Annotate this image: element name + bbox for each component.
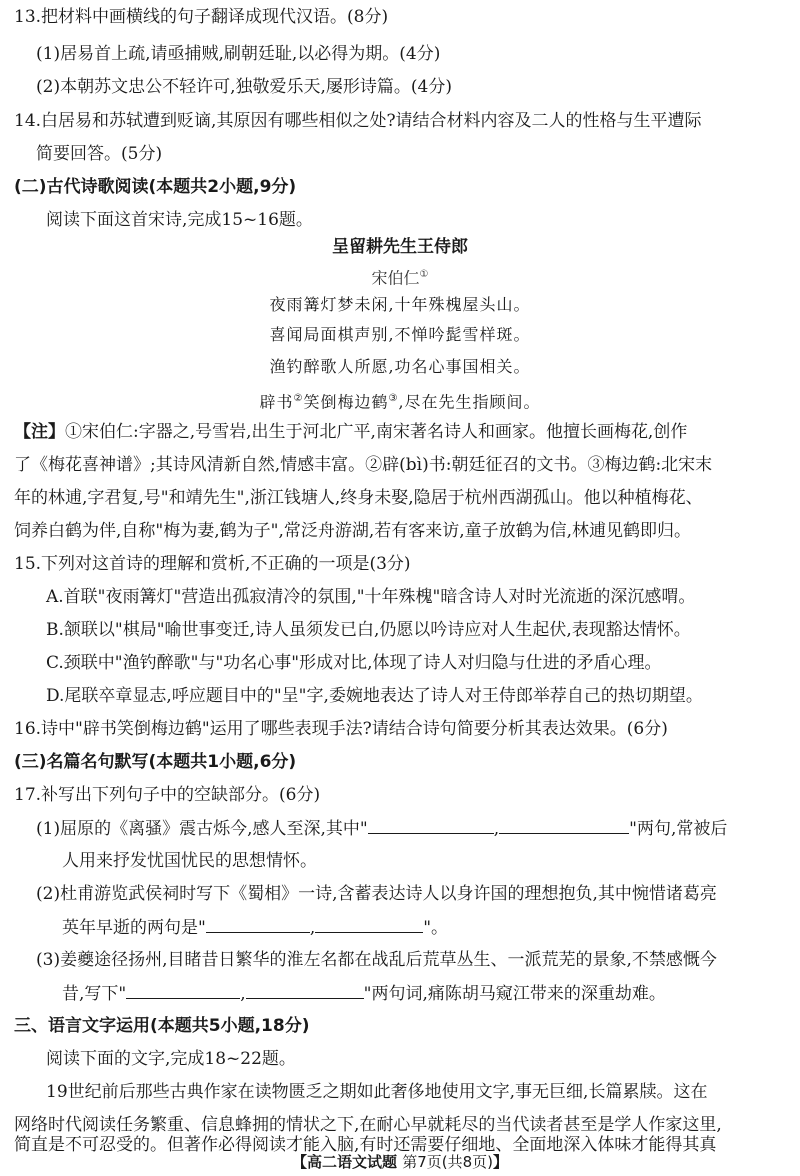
q17-sub2-line2: 英年早逝的两句是" , "。	[62, 918, 449, 938]
note-line-1: 【注】①宋伯仁:字器之,号雪岩,出生于河北广平,南宋著名诗人和画家。他擅长画梅花,创作	[14, 422, 688, 442]
part-3-heading: 三、语言文字运用(本题共5小题,18分)	[14, 1016, 310, 1036]
poem-line-1: 夜雨篝灯梦未闲,十年殊槐屋头山。	[269, 295, 531, 314]
q15-stem: 15.下列对这首诗的理解和赏析,不正确的一项是(3分)	[14, 554, 411, 574]
passage-line-2: 网络时代阅读任务繁重、信息蜂拥的情状之下,在耐心早就耗尽的当代读者甚至是学人作家这里,	[14, 1115, 722, 1135]
q17-sub1: (1)屈原的《离骚》震古烁今,感人至深,其中" , "两句,常被后	[36, 819, 728, 839]
q15-option-a: A.首联"夜雨篝灯"营造出孤寂清冷的氛围,"十年殊槐"暗含诗人对时光流逝的深沉感喟。	[46, 587, 696, 607]
q16-stem: 16.诗中"辟书笑倒梅边鹤"运用了哪些表现手法?请结合诗句简要分析其表达效果。(6分)	[14, 719, 668, 739]
q17-sub3-line2: 昔,写下" , "两句词,痛陈胡马窥江带来的深重劫难。	[62, 984, 666, 1004]
section-2-heading: (二)古代诗歌阅读(本题共2小题,9分)	[14, 177, 297, 197]
part-3-intro: 阅读下面的文字,完成18~22题。	[46, 1049, 296, 1069]
q17-sub3-line1: (3)姜夔途径扬州,目睹昔日繁华的淮左名都在战乱后荒草丛生、一派荒芜的景象,不禁感慨今	[36, 950, 717, 970]
poem-title: 呈留耕先生王侍郎	[332, 237, 468, 257]
note-line-3: 年的林逋,字君复,号"和靖先生",浙江钱塘人,终身未娶,隐居于杭州西湖孤山。他以种植梅花、	[14, 488, 703, 508]
page-footer: 【高二语文试题 第7页(共8页)】	[291, 1153, 509, 1171]
answer-blank[interactable]	[499, 817, 629, 834]
section-3-heading: (三)名篇名句默写(本题共1小题,6分)	[14, 752, 297, 772]
q14-line2: 简要回答。(5分)	[36, 144, 163, 164]
q15-option-c: C.颈联中"渔钓醉歌"与"功名心事"形成对比,体现了诗人对归隐与仕进的矛盾心理。	[46, 653, 662, 673]
answer-blank[interactable]	[126, 982, 240, 999]
passage-line-1: 19世纪前后那些古典作家在读物匮乏之期如此奢侈地使用文字,事无巨细,长篇累牍。这在	[46, 1082, 708, 1102]
answer-blank[interactable]	[368, 817, 494, 834]
section-2-intro: 阅读下面这首宋诗,完成15~16题。	[46, 210, 313, 230]
passage-line-3: 简直是不可忍受的。但著作必得阅读才能入脑,有时还需要仔细地、全面地深入体味才能得其真	[14, 1135, 717, 1155]
poem-author: 宋伯仁①	[371, 268, 429, 288]
poem-line-4: 辟书②笑倒梅边鹤③,尽在先生指顾间。	[259, 392, 541, 412]
footnote-marker: ①	[419, 269, 429, 280]
note-line-2: 了《梅花喜神谱》;其诗风清新自然,情感丰富。②辟(bì)书:朝廷征召的文书。③梅边鹤:北宋末	[14, 455, 713, 475]
q13-sub1: (1)居易首上疏,请亟捕贼,刷朝廷耻,以必得为期。(4分)	[36, 44, 441, 64]
answer-blank[interactable]	[315, 916, 423, 933]
q14-line1: 14.白居易和苏轼遭到贬谪,其原因有哪些相似之处?请结合材料内容及二人的性格与生平遭际	[14, 111, 702, 131]
note-line-4: 饲养白鹤为伴,自称"梅为妻,鹤为子",常泛舟游湖,若有客来访,童子放鹤为信,林逋见鹤即归。	[14, 521, 692, 541]
q17-stem: 17.补写出下列句子中的空缺部分。(6分)	[14, 785, 321, 805]
q15-option-b: B.颔联以"棋局"喻世事变迁,诗人虽须发已白,仍愿以吟诗应对人生起伏,表现豁达情怀。	[46, 620, 691, 640]
poem-line-2: 喜闻局面棋声别,不惮吟髭雪样斑。	[269, 325, 531, 344]
q15-option-d: D.尾联卒章显志,呼应题目中的"呈"字,委婉地表达了诗人对王侍郎举荐自己的热切期望。	[46, 686, 703, 706]
q17-sub2-line1: (2)杜甫游览武侯祠时写下《蜀相》一诗,含蓄表达诗人以身许国的理想抱负,其中惋惜诸葛亮	[36, 884, 717, 904]
note-label: 【注】	[14, 422, 65, 442]
q13-stem: 13.把材料中画横线的句子翻译成现代汉语。(8分)	[14, 7, 389, 27]
answer-blank[interactable]	[206, 916, 310, 933]
poem-line-3: 渔钓醉歌人所愿,功名心事国相关。	[269, 357, 531, 376]
q13-sub2: (2)本朝苏文忠公不轻许可,独敬爱乐天,屡形诗篇。(4分)	[36, 77, 452, 97]
q17-sub1-cont: 人用来抒发忧国忧民的思想情怀。	[62, 851, 317, 871]
answer-blank[interactable]	[246, 982, 364, 999]
